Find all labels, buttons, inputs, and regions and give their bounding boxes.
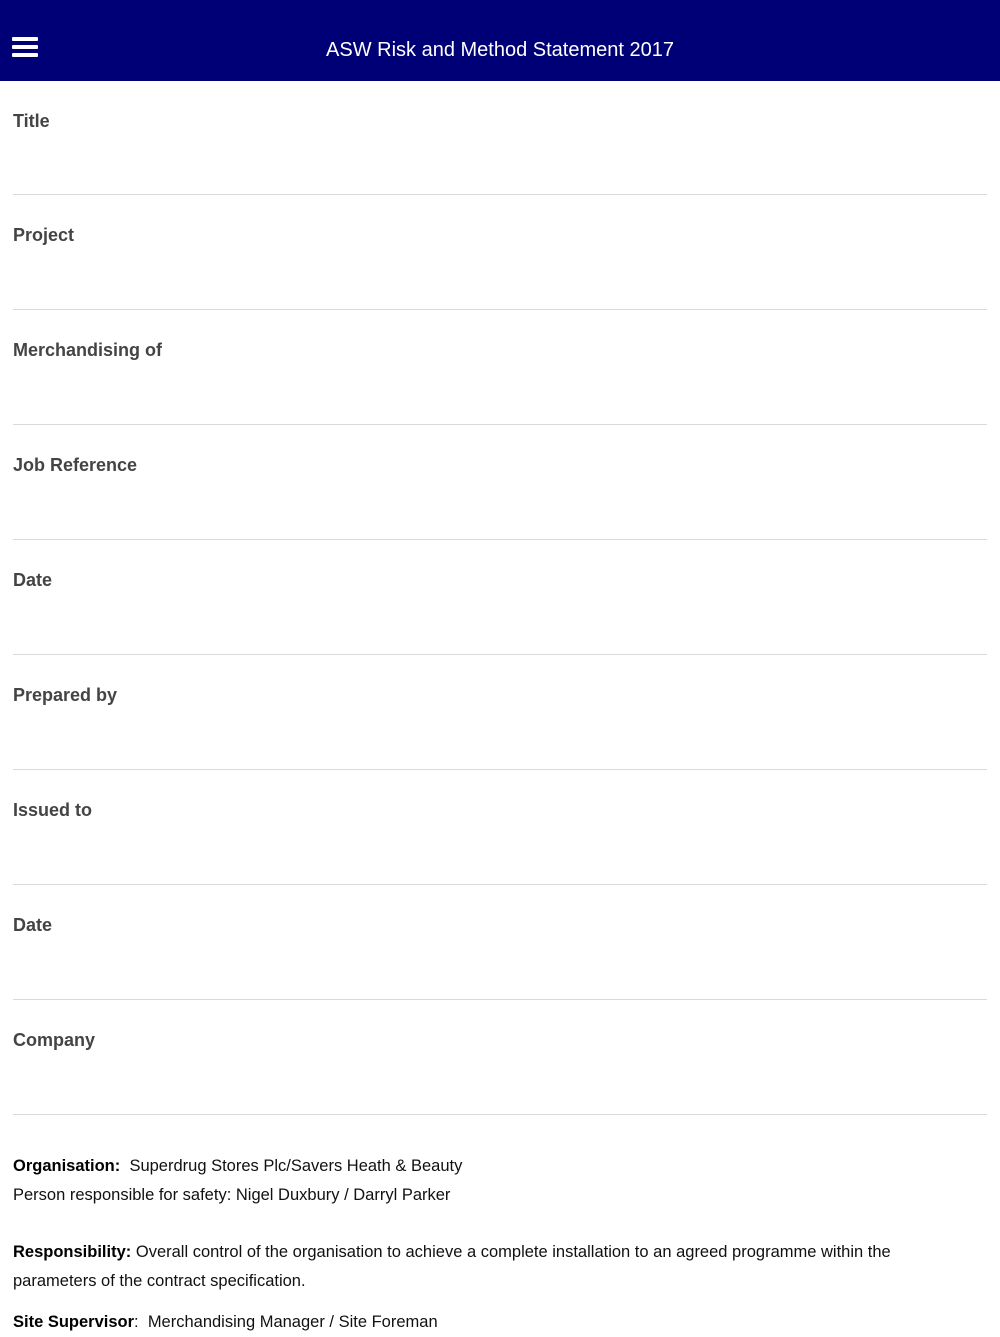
form-fields [13, 81, 987, 1115]
company-input[interactable] [13, 1058, 987, 1098]
field-label: Issued to [13, 800, 93, 820]
page-title: ASW Risk and Method Statement 2017 [326, 39, 674, 61]
field-label: Job Reference [13, 455, 138, 475]
field-label: Date [13, 915, 53, 935]
prepared-by-input[interactable] [13, 713, 987, 753]
field-job-reference [13, 425, 987, 540]
organisation-value: Superdrug Stores Plc/Savers Heath & Beauty [129, 1157, 463, 1175]
field-project [13, 195, 987, 310]
merchandising-of-input[interactable] [13, 368, 987, 408]
organisation-line [13, 1152, 973, 1181]
field-date [13, 540, 987, 655]
field-label: Date [13, 570, 53, 590]
project-input[interactable] [13, 253, 987, 293]
field-prepared-by [13, 655, 987, 770]
field-label: Merchandising of [13, 340, 163, 360]
field-title [13, 81, 987, 195]
field-issued-to [13, 770, 987, 885]
site-supervisor-value: Merchandising Manager / Site Foreman [147, 1313, 438, 1331]
responsibility-label: Responsibility: [13, 1243, 132, 1261]
field-label: Project [13, 225, 75, 245]
app-header [0, 0, 1000, 81]
responsibility-value: Overall control of the organisation to achieve a complete installation to an agreed programme within the parameters of the contract specification. [13, 1243, 891, 1290]
issued-to-input[interactable] [13, 828, 987, 868]
field-label: Prepared by [13, 685, 118, 705]
field-company [13, 1000, 987, 1115]
field-issue-date [13, 885, 987, 1000]
info-section [13, 1152, 973, 1337]
organisation-label: Organisation: [13, 1157, 121, 1175]
field-merchandising-of [13, 310, 987, 425]
site-supervisor-label: Site Supervisor [13, 1313, 135, 1331]
field-label: Title [13, 111, 50, 131]
date-input[interactable] [13, 598, 987, 638]
site-supervisor-line: Site Supervisor: Merchandising Manager / Site Foreman [13, 1313, 438, 1331]
responsibility-line [13, 1238, 973, 1295]
title-input[interactable] [13, 139, 987, 179]
safety-line: Person responsible for safety: Nigel Duxbury / Darryl Parker [13, 1185, 451, 1204]
job-reference-input[interactable] [13, 483, 987, 523]
field-label: Company [13, 1030, 96, 1050]
issue-date-input[interactable] [13, 943, 987, 983]
